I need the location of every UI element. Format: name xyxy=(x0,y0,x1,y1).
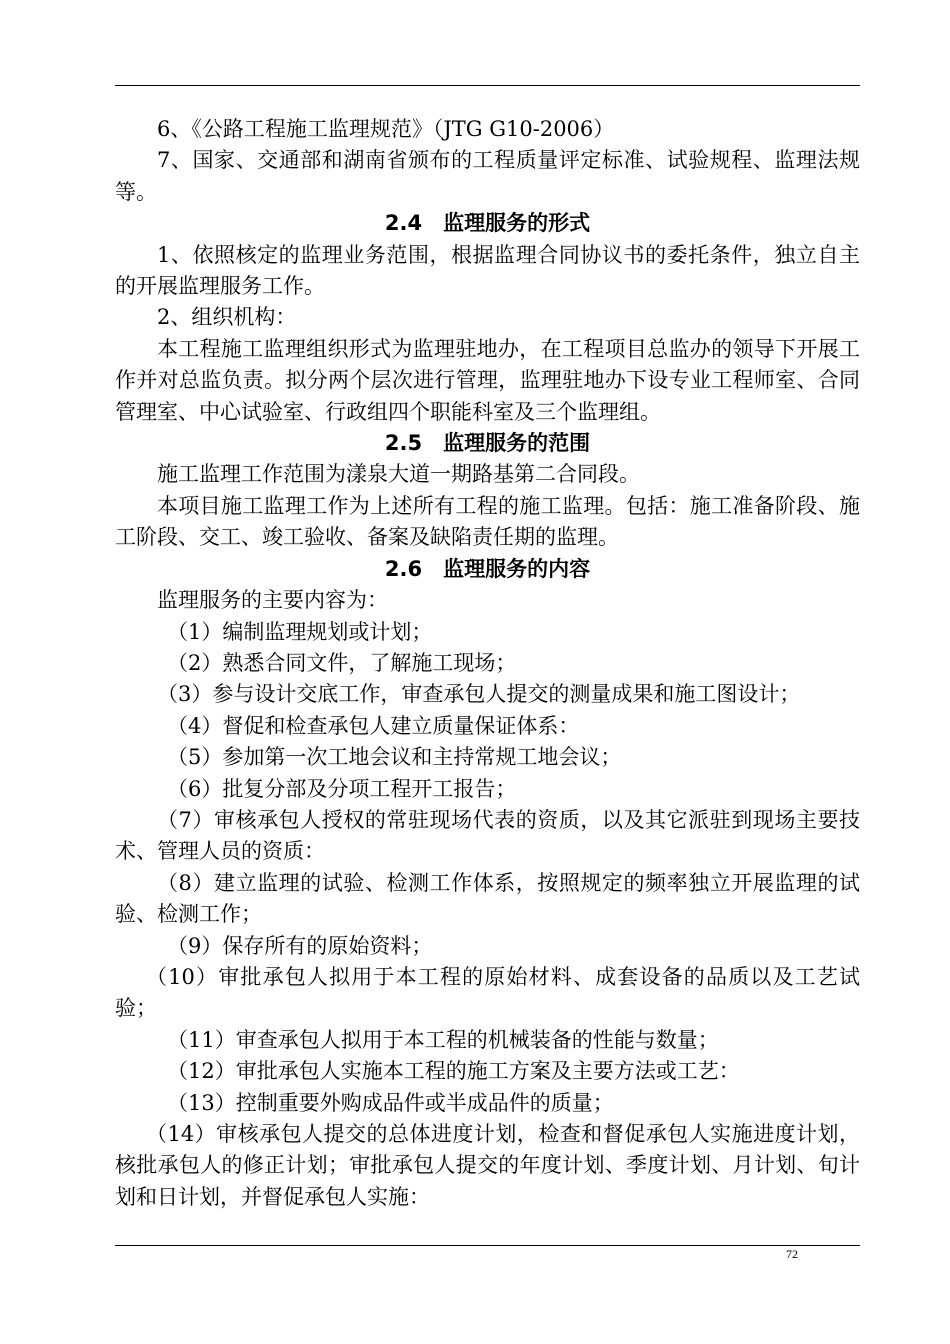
paragraph: 施工监理工作范围为漾泉大道一期路基第二合同段。 xyxy=(157,462,640,487)
list-item: （8）建立监理的试验、检测工作体系，按照规定的频率独立开展监理的试验、检测工作； xyxy=(115,870,860,927)
footer-rule xyxy=(115,1245,860,1246)
reference-line-7: 7、国家、交通部和湖南省颁布的工程质量评定标准、试验规程、监理法规等。 xyxy=(115,148,860,204)
list-item: （14）审核承包人提交的总体进度计划，检查和督促承包人实施进度计划，核批承包人的修正计划；审批承包人提交的年度计划、季度计划、月计划、旬计划和日计划，并督促承包人实施： xyxy=(115,1122,860,1209)
page-number: 72 xyxy=(786,1247,798,1261)
paragraph: 本项目施工监理工作为上述所有工程的施工监理。包括：施工准备阶段、施工阶段、交工、竣工验收、备案及缺陷责任期的监理。 xyxy=(115,493,860,550)
list-item: （13）控制重要外购成品件或半成品件的质量； xyxy=(167,1090,614,1115)
header-rule xyxy=(115,85,860,86)
section-heading-2-4: 2.4 监理服务的形式 xyxy=(384,211,591,236)
paragraph: 1、依照核定的监理业务范围，根据监理合同协议书的委托条件，独立自主的开展监理服务工作。 xyxy=(115,242,860,299)
list-intro: 监理服务的主要内容为： xyxy=(157,588,388,613)
list-item: （4）督促和检查承包人建立质量保证体系： xyxy=(167,713,580,738)
list-item: （11）审查承包人拟用于本工程的机械装备的性能与数量； xyxy=(167,1027,719,1052)
list-item: （5）参加第一次工地会议和主持常规工地会议； xyxy=(167,745,622,770)
section-heading-2-6: 2.6 监理服务的内容 xyxy=(384,556,591,581)
reference-line-6: 6、《公路工程施工监理规范》（JTG G10-2006） xyxy=(157,117,615,141)
list-item: （6）批复分部及分项工程开工报告； xyxy=(167,776,517,801)
list-item: （10）审批承包人拟用于本工程的原始材料、成套设备的品质以及工艺试验； xyxy=(115,964,860,1021)
paragraph: 本工程施工监理组织形式为监理驻地办，在工程项目总监办的领导下开展工作并对总监负责。拟分两个层次进行管理，监理驻地办下设专业工程师室、合同管理室、中心试验室、行政组四个职能科室及三个监理组。 xyxy=(115,336,860,424)
section-heading-2-5: 2.5 监理服务的范围 xyxy=(384,431,591,456)
list-item: （12）审批承包人实施本工程的施工方案及主要方法或工艺： xyxy=(167,1059,740,1084)
list-item: （2）熟悉合同文件，了解施工现场； xyxy=(167,650,517,675)
list-item: （3）参与设计交底工作，审查承包人提交的测量成果和施工图设计； xyxy=(157,682,801,707)
document-body xyxy=(115,114,860,1213)
list-item: （1）编制监理规划或计划； xyxy=(167,619,433,644)
paragraph: 2、组织机构： xyxy=(157,305,297,330)
list-item: （9）保存所有的原始资料； xyxy=(167,933,433,958)
list-item: （7）审核承包人授权的常驻现场代表的资质，以及其它派驻到现场主要技术、管理人员的资质： xyxy=(115,807,860,864)
